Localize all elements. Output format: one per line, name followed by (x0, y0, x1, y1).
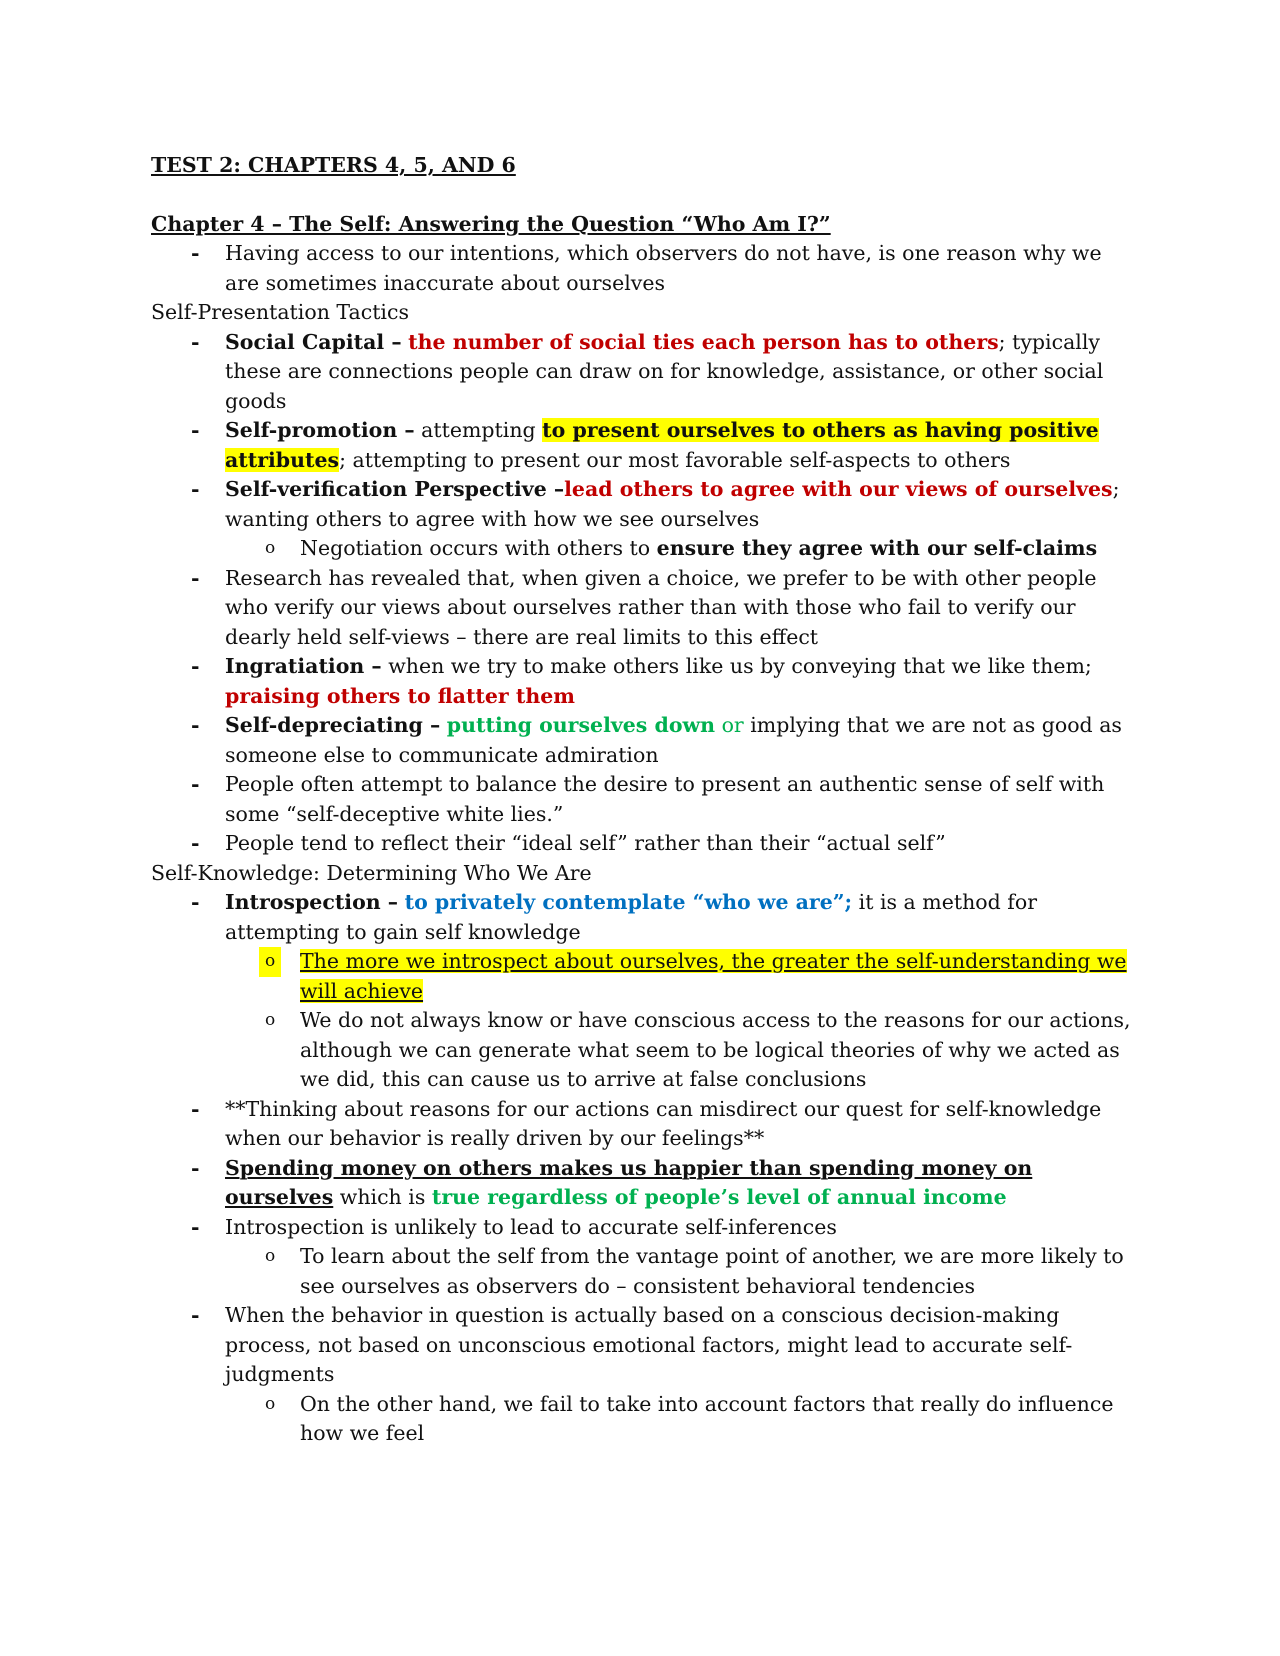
circle-bullet: o (265, 538, 276, 558)
circle-bullet: o (265, 1393, 276, 1414)
list-item-ingratiation (151, 652, 1141, 711)
list-item-introspection (151, 888, 1141, 947)
definition: the number of social ties each person has to others (408, 329, 999, 354)
list-item-spending (151, 1154, 1141, 1213)
circle-bullet: o (265, 1246, 276, 1266)
term: Self-promotion – (225, 418, 415, 442)
list-item-research (151, 564, 1141, 653)
item-text: implying that we are not as good as someone else to communicate admiration (225, 713, 1122, 767)
list-item-conscious (151, 1301, 1141, 1390)
definition: to privately contemplate “who we are”; (404, 890, 853, 914)
item-text: People often attempt to balance the desire to present an authentic sense of self with some “self-deceptive white lies.” (225, 772, 1105, 826)
dash-bullet: - (191, 329, 200, 354)
item-text: Having access to our intentions, which observers do not have, is one reason why we are sometimes inaccurate about ourselves (225, 241, 1102, 295)
list-item-self-depreciating (151, 711, 1141, 770)
definition: praising others to flatter them (225, 683, 575, 708)
item-text: To learn about the self from the vantage point of another, we are more likely to see ourselves as observers do – consistent behavioral tendencies (300, 1244, 1124, 1298)
item-text: attempting (414, 418, 543, 442)
qualifier: true regardless of people’s level of annual income (431, 1185, 1007, 1209)
item-text: We do not always know or have conscious access to the reasons for our actions, although we can generate what seem to be logical theories of why we acted as we did, this can cause us to arrive at false conclusions (300, 1008, 1131, 1091)
list-item (151, 239, 1141, 298)
dash-bullet: - (191, 772, 200, 796)
document-title: TEST 2: CHAPTERS 4, 5, AND 6 (151, 153, 516, 177)
definition: lead others to agree with our views of ourselves (564, 477, 1113, 501)
term: Ingratiation – (225, 654, 382, 678)
sub-list-item (151, 1006, 1141, 1095)
dash-bullet: - (191, 1303, 200, 1327)
dash-bullet: - (191, 654, 200, 678)
highlighted-definition: to present ourselves to others as having positive attributes (225, 418, 1099, 472)
item-text: People tend to reflect their “ideal self” rather than their “actual self” (225, 831, 946, 855)
highlighted-text: The more we introspect about ourselves, the greater the self-understanding we will achieve (300, 949, 1127, 1003)
term: Self-depreciating – (225, 713, 441, 737)
dash-bullet: - (191, 1214, 200, 1239)
term: Self-verification Perspective – (225, 477, 565, 501)
section-heading: Self-Knowledge: Determining Who We Are (151, 860, 592, 885)
list-item-self-promotion (151, 416, 1141, 475)
circle-bullet: o (265, 1010, 276, 1030)
list-item-balance (151, 770, 1141, 829)
item-text: ; wanting others to agree with how we see ourselves (225, 477, 1120, 531)
term: Introspection – (225, 890, 399, 914)
item-text: when we try to make others like us by conveying that we like them; (381, 654, 1092, 678)
list-item-unlikely (151, 1213, 1141, 1243)
emphasis: ensure they agree with our self-claims (656, 536, 1098, 560)
dash-bullet: - (191, 477, 200, 501)
item-text: **Thinking about reasons for our actions can misdirect our quest for self-knowledge when our behavior is really driven by our feelings** (225, 1096, 1102, 1150)
key-finding: Spending money on others makes us happier than spending money on ourselves (225, 1155, 1033, 1209)
item-text: Research has revealed that, when given a choice, we prefer to be with other people who verify our views about ourselves rather than with those who fail to verify our dearly held self-views – there are real limits to this effect (225, 565, 1097, 649)
sub-list-item (151, 534, 1141, 564)
term: Social Capital – (225, 329, 402, 354)
sub-list-item (151, 1390, 1141, 1449)
item-text: ; attempting to present our most favorable self-aspects to others (339, 447, 1011, 472)
connector: or (715, 713, 744, 737)
item-text: When the behavior in question is actually based on a conscious decision-making process, not based on unconscious emotional factors, might lead to accurate self-judgments (225, 1303, 1073, 1386)
definition: putting ourselves down (446, 713, 716, 737)
sub-list-item (151, 1242, 1141, 1301)
dash-bullet: - (191, 1155, 200, 1180)
circle-bullet: o (259, 947, 281, 977)
list-item-ideal-self (151, 829, 1141, 859)
notes-body (151, 239, 1141, 1449)
dash-bullet: - (191, 831, 200, 855)
item-text: which is (333, 1185, 432, 1209)
item-text: On the other hand, we fail to take into account factors that really do influence how we feel (300, 1391, 1114, 1445)
item-text: ; typically these are connections people can draw on for knowledge, assistance, or other social goods (225, 329, 1104, 413)
dash-bullet: - (191, 713, 200, 737)
list-item-self-verification (151, 475, 1141, 534)
dash-bullet: - (191, 565, 200, 590)
list-item-social-capital (151, 328, 1141, 417)
dash-bullet: - (191, 418, 200, 442)
dash-bullet: - (191, 241, 200, 265)
item-text: Introspection is unlikely to lead to accurate self-inferences (225, 1214, 837, 1239)
section-heading: Self-Presentation Tactics (151, 300, 409, 324)
chapter-title: Chapter 4 – The Self: Answering the Question “Who Am I?” (151, 212, 831, 236)
sub-list-item-highlighted (151, 947, 1141, 1006)
dash-bullet: - (191, 890, 200, 914)
item-text: it is a method for attempting to gain self knowledge (225, 890, 1038, 944)
item-text: Negotiation occurs with others to (300, 536, 657, 560)
dash-bullet: - (191, 1096, 200, 1121)
list-item-thinking (151, 1095, 1141, 1154)
